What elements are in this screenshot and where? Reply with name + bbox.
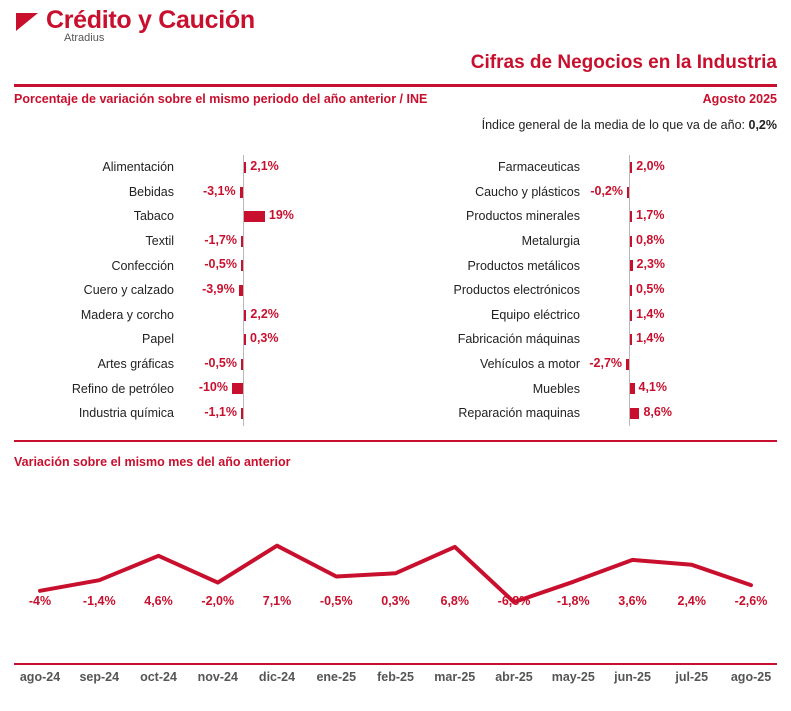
brand-subtitle: Atradius [64,32,105,44]
bar-value-label: -1,7% [204,232,237,247]
bar-value-label: -3,1% [202,183,236,198]
bar-category-label: Alimentación [102,160,174,175]
bar-category-label: Muebles [532,381,580,396]
bar-row [14,180,344,205]
bar-value-label: -2,7% [589,355,623,370]
bar-category-label: Vehículos a motor [479,357,580,372]
bar-row [14,155,344,180]
divider-middle [14,440,777,442]
line-chart-axis-labels [14,670,777,692]
bar-category-label: Textil [145,234,174,249]
bar-row [390,204,780,229]
bar-row [14,253,344,278]
line-axis-tick-label: may-25 [551,670,595,684]
bar-track [587,155,665,180]
page-subtitle: Porcentaje de variación sobre el mismo periodo del año anterior / INE [14,92,428,106]
bar-track [181,180,256,205]
divider-top [14,84,777,87]
bar-axis-line [629,352,630,377]
bar-row [390,401,780,426]
bar [241,359,243,370]
bar-value-label: -1,1% [204,404,237,419]
bar [630,310,632,321]
crediro-flag-icon [14,10,40,36]
bar [244,211,265,222]
bar-value-label: 1,4% [636,331,665,346]
page-title: Cifras de Negocios en la Industria [470,52,777,73]
bar-track [587,376,667,401]
bar-category-label: Reparación maquinas [458,406,580,421]
bar-value-label: -3,9% [202,281,235,296]
bar [241,260,243,271]
bar-track [587,303,665,328]
bar-track [181,229,256,254]
bar [627,187,629,198]
bar-row [390,253,780,278]
bar-axis-line [243,401,244,426]
line-axis-tick-label: nov-24 [197,670,238,684]
bar-chart-right [390,155,780,426]
bar-track [181,401,256,426]
line-point-value: 4,6% [144,594,173,608]
line-axis-tick-label: ago-25 [730,670,772,684]
bar-category-label: Confección [111,258,174,273]
line-axis-tick-label: dic-24 [258,670,296,684]
bar-category-label: Industria química [78,406,174,421]
bar [244,310,246,321]
line-point-value: 3,6% [618,594,647,608]
bar-axis-line [629,180,630,205]
bar-value-label: 2,3% [636,257,666,272]
line-point-value: -2,6% [734,594,768,608]
bar [630,260,633,271]
bar-category-label: Productos electrónicos [453,283,580,298]
bar-value-label: 4,1% [638,380,667,395]
bar-track [587,229,665,254]
bar-row [14,376,344,401]
divider-bottom [14,663,777,665]
bar-axis-line [243,278,244,303]
bar-row [14,303,344,328]
bar-value-label: -10% [198,380,228,395]
bar-row [390,327,780,352]
bar-category-label: Caucho y plásticos [475,184,580,199]
bar-value-label: -0,5% [204,257,237,272]
bar-value-label: -0,2% [590,183,623,198]
bar-row [390,376,780,401]
bar-track [181,352,256,377]
line-point-value: 2,4% [677,594,706,608]
bar-axis-line [243,376,244,401]
bar-value-label: 8,6% [643,404,672,419]
bar-category-label: Artes gráficas [97,357,174,372]
line-point-value: -0,5% [319,594,353,608]
bar-track [181,278,256,303]
bar-value-label: 0,3% [250,331,279,346]
line-axis-tick-label: jun-25 [614,670,651,684]
bar-track [181,253,256,278]
bar-row [14,401,344,426]
bar [232,383,243,394]
bar-row [390,180,780,205]
section-title-monthly: Variación sobre el mismo mes del año anterior [14,455,291,469]
bar-category-label: Productos minerales [466,209,580,224]
bar [244,162,246,173]
brand-name: Crédito y Caución [46,6,255,34]
line-axis-tick-label: ago-24 [19,670,61,684]
bar-row [14,278,344,303]
bar-value-label: -0,5% [204,355,237,370]
bar-row [14,229,344,254]
bar-category-label: Farmaceuticas [498,160,580,175]
bar-row [390,303,780,328]
general-index-value: 0,2% [748,118,777,132]
bar [244,334,246,345]
line-chart-value-labels [14,594,777,614]
bar-value-label: 0,5% [636,281,665,296]
bar-category-label: Cuero y calzado [83,283,174,298]
bar-value-label: 0,8% [636,232,665,247]
line-axis-tick-label: ene-25 [316,670,357,684]
period-label: Agosto 2025 [702,92,777,106]
line-axis-tick-label: mar-25 [434,670,476,684]
bar-row [390,278,780,303]
bar-category-label: Refino de petróleo [71,381,174,396]
bar [239,285,243,296]
bar-row [390,352,780,377]
bar-row [14,352,344,377]
line-point-value: -4% [28,594,52,608]
bar-value-label: 19% [268,208,294,223]
bar-track [587,278,665,303]
line-point-value: 6,8% [440,594,469,608]
bar-row [390,229,780,254]
bar-track [181,303,279,328]
line-axis-tick-label: sep-24 [79,670,120,684]
bar [630,334,632,345]
bar [241,408,243,419]
bar-track [587,352,647,377]
bar-chart-left [14,155,344,426]
line-axis-tick-label: jul-25 [675,670,709,684]
line-axis-tick-label: oct-24 [140,670,177,684]
bar-value-label: 1,7% [636,208,665,223]
bar-axis-line [243,352,244,377]
line-point-value: 7,1% [262,594,292,608]
bar-row [14,204,344,229]
bar-track [181,327,279,352]
bar-track [587,327,665,352]
line-point-value: 0,3% [381,594,410,608]
bar-value-label: 1,4% [636,306,665,321]
bar-category-label: Equipo eléctrico [491,307,580,322]
bar [630,236,632,247]
line-point-value: -6,8% [497,594,531,608]
bar-axis-line [243,180,244,205]
bar [630,408,639,419]
general-index-text: Índice general de la media de lo que va de año: [481,118,746,132]
bar-category-label: Papel [142,332,174,347]
line-axis-tick-label: feb-25 [377,670,414,684]
bar-category-label: Madera y corcho [80,307,174,322]
bar-category-label: Metalurgia [521,234,580,249]
bar-row [14,327,344,352]
bar-category-label: Tabaco [133,209,174,224]
general-index-line [482,118,777,132]
bar [630,211,632,222]
line-point-value: -2,0% [201,594,235,608]
brand-logo-block [14,6,255,44]
bar-category-label: Bebidas [128,184,174,199]
bar-track [181,155,279,180]
bar [626,359,629,370]
bar-value-label: 2,0% [636,159,665,173]
line-axis-tick-label: abr-25 [495,670,533,684]
bar-category-label: Fabricación máquinas [457,332,580,347]
bar-track [181,204,294,229]
bar [241,236,243,247]
bar [630,285,632,296]
bar-value-label: 2,2% [250,306,279,321]
bar-track [587,401,672,426]
bar-category-label: Productos metálicos [467,258,580,273]
bar-track [181,376,256,401]
bar-value-label: 2,1% [250,159,279,173]
bar-axis-line [243,253,244,278]
bar-axis-line [243,229,244,254]
bar [630,383,635,394]
bar [630,162,632,173]
bar-track [587,180,647,205]
bar-track [587,253,666,278]
line-point-value: -1,4% [82,594,116,608]
bar-row [390,155,780,180]
bar-track [587,204,665,229]
bar [240,187,243,198]
line-point-value: -1,8% [556,594,590,608]
